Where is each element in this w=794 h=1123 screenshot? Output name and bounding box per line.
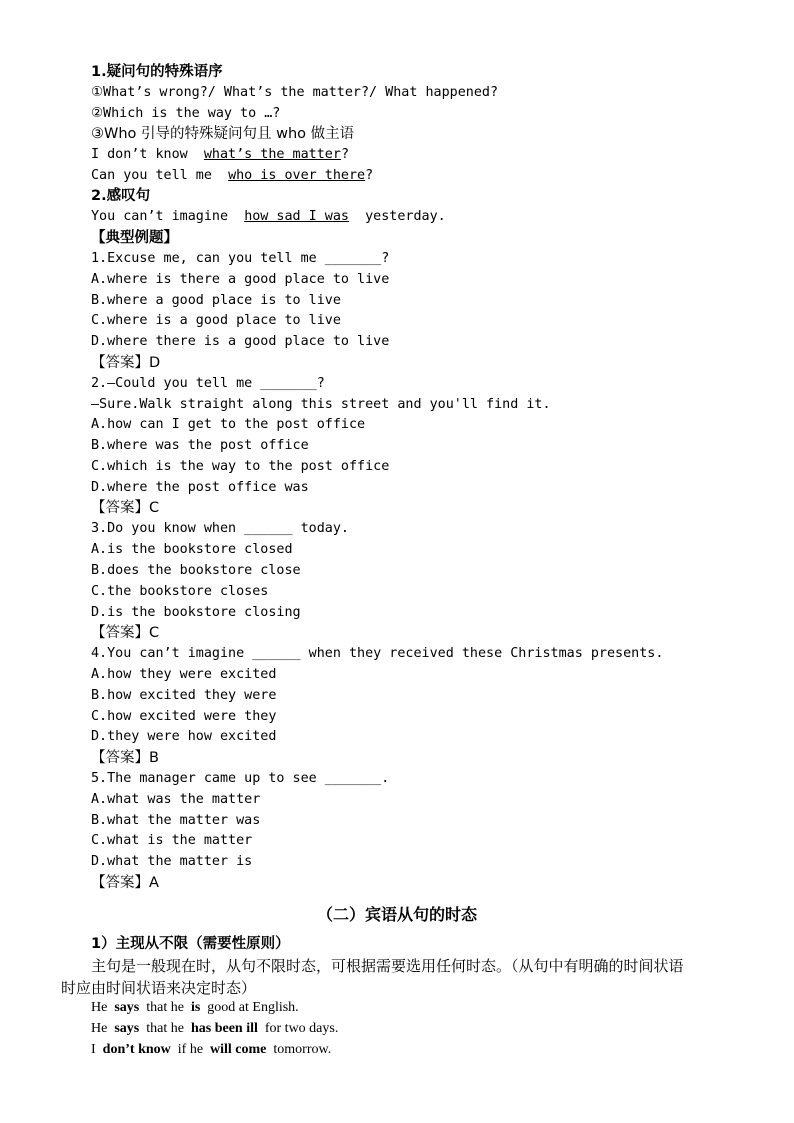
question-stem-reply: —Sure.Walk straight along this street and you'll find it. — [91, 397, 551, 412]
question-option: A.what was the matter — [91, 792, 261, 807]
example-text: I don’t know — [91, 147, 196, 162]
question-stem: 5.The manager came up to see _______. — [91, 771, 390, 786]
section-heading-exclamatory: 2.感叹句 — [91, 188, 151, 204]
tense-example-1 — [91, 998, 299, 1018]
example-text: He — [91, 1021, 111, 1036]
example-text: for two days. — [261, 1021, 339, 1036]
question-stem: 3.Do you know when ______ today. — [91, 521, 349, 536]
underlined-clause: how sad I was — [244, 209, 349, 224]
example-text: that he — [142, 1000, 188, 1015]
answer-label: 【答案】B — [91, 750, 159, 766]
section-heading-special-word-order: 1.疑问句的特殊语序 — [91, 64, 223, 80]
question-option: C.which is the way to the post office — [91, 459, 390, 474]
example-verb: is — [190, 1000, 201, 1015]
question-option: C.how excited were they — [91, 709, 277, 724]
example-text: ? — [365, 168, 374, 183]
question-stem: 2.—Could you tell me _______? — [91, 376, 325, 391]
paragraph-line-1: 主句是一般现在时，从句不限时态，可根据需要选用任何时态。（从句中有明确的时间状语 — [91, 957, 684, 975]
question-option: B.how excited they were — [91, 688, 277, 703]
question-option: D.what the matter is — [91, 854, 253, 869]
example-sentence-1 — [91, 145, 349, 165]
question-option: B.where was the post office — [91, 438, 309, 453]
example-verb: don’t know — [102, 1042, 171, 1057]
question-option: A.how they were excited — [91, 667, 277, 682]
example-verb: will come — [210, 1042, 267, 1057]
example-text: I — [91, 1042, 100, 1057]
question-option: D.where there is a good place to live — [91, 334, 390, 349]
question-option: D.where the post office was — [91, 480, 309, 495]
example-text: ? — [340, 147, 349, 162]
question-option: D.they were how excited — [91, 729, 277, 744]
example-text: You can’t imagine — [91, 209, 237, 224]
question-stem: 1.Excuse me, can you tell me _______? — [91, 251, 390, 266]
answer-label: 【答案】D — [91, 355, 161, 371]
tense-example-3 — [91, 1040, 331, 1060]
rule-item-2: ②Which is the way to …? — [91, 106, 281, 121]
example-text: yesterday. — [357, 209, 446, 224]
question-option: A.is the bookstore closed — [91, 542, 293, 557]
question-stem: 4.You can’t imagine ______ when they received these Christmas presents. — [91, 646, 664, 661]
examples-heading: 【典型例题】 — [91, 230, 178, 246]
question-option: B.where a good place is to live — [91, 293, 341, 308]
underlined-clause: who is over there — [228, 168, 366, 183]
example-text: He — [91, 1000, 111, 1015]
question-option: B.what the matter was — [91, 813, 261, 828]
question-option: A.where is there a good place to live — [91, 272, 390, 287]
underlined-clause: what’s the matter — [203, 147, 341, 162]
example-verb: says — [114, 1021, 140, 1036]
example-text: tomorrow. — [269, 1042, 332, 1057]
example-text: if he — [174, 1042, 207, 1057]
example-text: that he — [142, 1021, 188, 1036]
rule-item-1: ①What’s wrong?/ What’s the matter?/ What happened? — [91, 85, 499, 100]
question-option: C.where is a good place to live — [91, 313, 341, 328]
answer-label: 【答案】C — [91, 500, 160, 516]
example-sentence-2 — [91, 166, 373, 186]
subsection-heading: 1）主现从不限（需要性原则） — [91, 936, 290, 952]
section-title-tense: （二）宾语从句的时态 — [316, 905, 477, 924]
question-option: A.how can I get to the post office — [91, 417, 366, 432]
question-option: C.what is the matter — [91, 833, 253, 848]
answer-label: 【答案】A — [91, 875, 159, 891]
question-option: B.does the bookstore close — [91, 563, 301, 578]
answer-label: 【答案】C — [91, 625, 160, 641]
example-verb: has been ill — [190, 1021, 258, 1036]
example-sentence-3 — [91, 207, 446, 227]
question-option: D.is the bookstore closing — [91, 605, 301, 620]
example-text: good at English. — [203, 1000, 299, 1015]
question-option: C.the bookstore closes — [91, 584, 269, 599]
tense-example-2 — [91, 1019, 338, 1039]
example-text: Can you tell me — [91, 168, 220, 183]
rule-item-3: ③Who 引导的特殊疑问句且 who 做主语 — [91, 126, 355, 142]
paragraph-line-2: 时应由时间状语来决定时态） — [61, 979, 257, 997]
example-verb: says — [114, 1000, 140, 1015]
